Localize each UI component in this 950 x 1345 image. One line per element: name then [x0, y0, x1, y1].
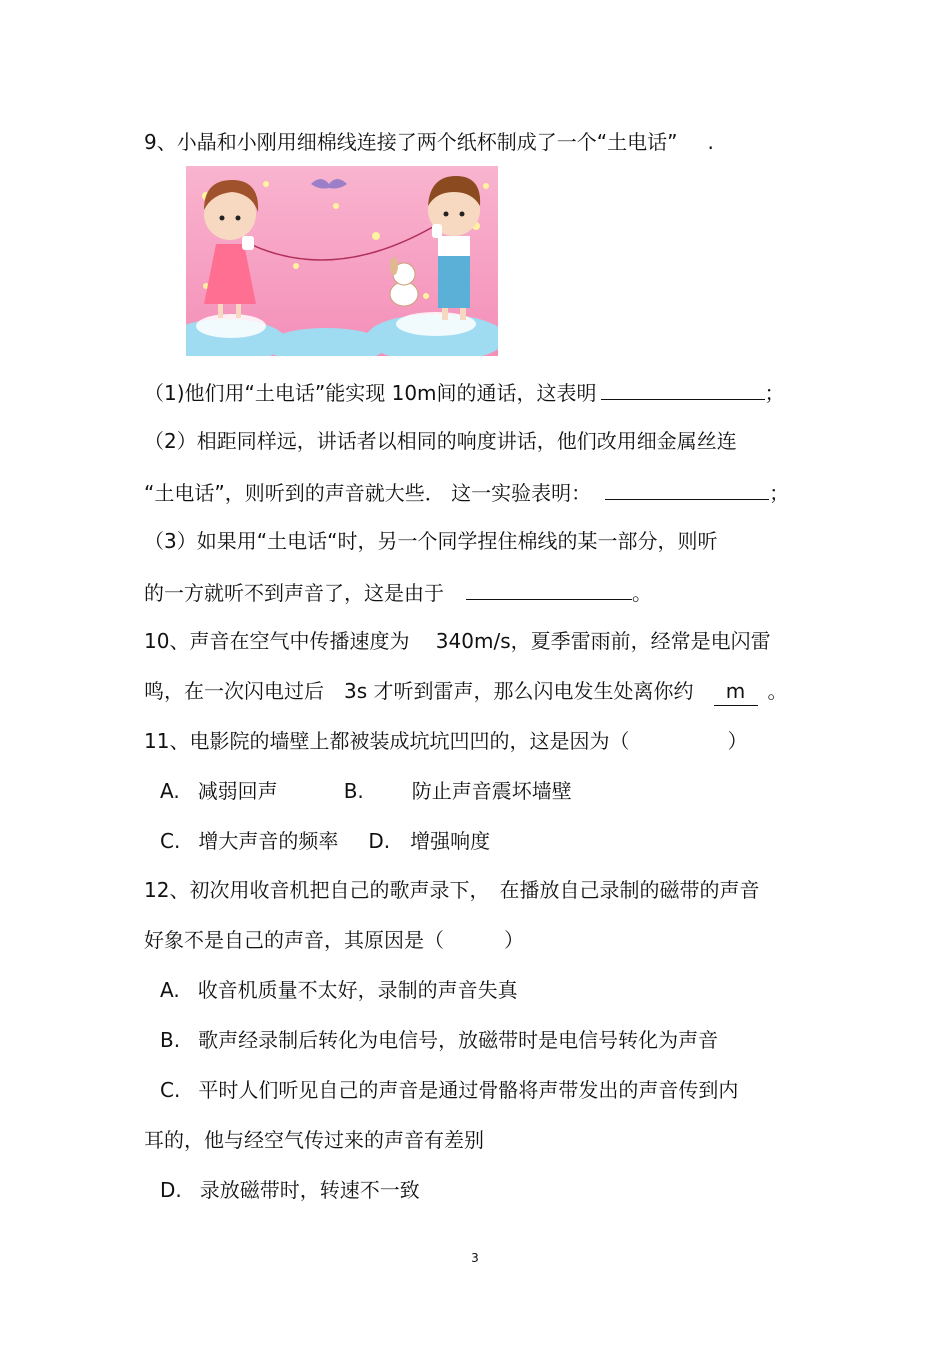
q11-option-d: D. 增强响度 [368, 829, 491, 853]
q9-stem: 9、小晶和小刚用细棉线连接了两个纸杯制成了一个“土电话” . [144, 130, 714, 154]
page-number: 3 [471, 1251, 479, 1265]
q12-line2: 好象不是自己的声音，其原因是（ ） [144, 928, 524, 952]
q9-sub2-line2: “土电话”，则听到的声音就大些． 这一实验表明： ； [144, 477, 789, 507]
q10-line2: 鸣，在一次闪电过后 3s 才听到雷声，那么闪电发生处离你约 m 。 [144, 677, 788, 706]
q12-option-d: D. 录放磁带时，转速不一致 [160, 1178, 420, 1202]
q11-option-a: A. 减弱回声 [160, 779, 278, 803]
q9-sub1: （1)他们用“土电话”能实现 10m间的通话，这表明 ； [144, 377, 785, 407]
q11-option-c: C. 增大声音的频率 [160, 829, 339, 853]
q11-option-b: B. 防止声音震坏墙壁 [343, 779, 572, 803]
q10-line1: 10、声音在空气中传播速度为 340m/s，夏季雷雨前，经常是电闪雷 [144, 629, 771, 653]
q11-options-row2 [160, 827, 490, 855]
q10-answer-blank: m [714, 677, 758, 706]
q9-sub2-line1: （2）相距同样远，讲话者以相同的响度讲话，他们改用细金属丝连 [144, 429, 737, 453]
q12-option-a: A. 收音机质量不太好，录制的声音失真 [160, 978, 518, 1002]
q9-sub1-blank [601, 377, 765, 400]
q11-options-row1 [160, 777, 572, 805]
q9-sub3-line2: 的一方就听不到声音了，这是由于 。 [144, 577, 652, 607]
q12-option-c-continuation: 耳的，他与经空气传过来的声音有差别 [144, 1128, 484, 1152]
q9-sub3-blank [466, 577, 632, 600]
q12-option-c: C. 平时人们听见自己的声音是通过骨骼将声带发出的声音传到内 [160, 1078, 739, 1102]
q12-option-b: B. 歌声经录制后转化为电信号，放磁带时是电信号转化为声音 [160, 1028, 719, 1052]
q12-line1: 12、初次用收音机把自己的歌声录下， 在播放自己录制的磁带的声音 [144, 878, 760, 902]
string-telephone-illustration [186, 166, 498, 356]
q9-sub2-blank [605, 477, 769, 500]
q9-sub3-line1: （3）如果用“土电话“时，另一个同学捏住棉线的某一部分，则听 [144, 529, 718, 553]
q11-stem: 11、电影院的墙壁上都被装成坑坑凹凹的，这是因为（ ） [144, 729, 748, 753]
